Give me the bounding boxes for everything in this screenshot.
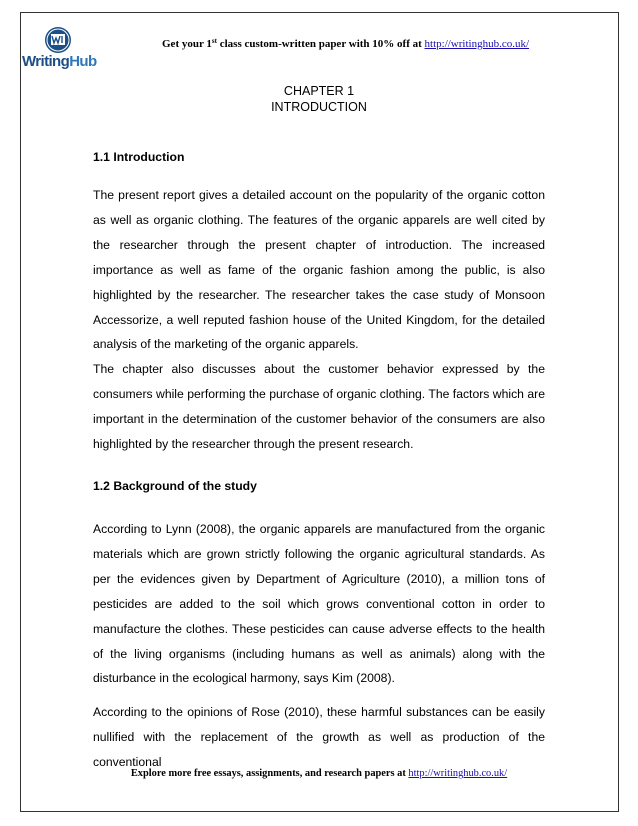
header-promo: Get your 1st class custom-written paper with 10% off at http://writinghub.co.uk/	[162, 37, 530, 50]
paragraph: According to Lynn (2008), the organic apparels are manufactured from the organic materials which are grown strictly following the organic agricultural standards. As per the evidences given by Department of Agriculture (2010), a million tons of pesticides are added to the soil which grows conventional cotton in order to manufacture the clothes. These pesticides can cause adverse effects to the health of the living organisms (including humans as well as animals) along with the disturbance in the ecological harmony, says Kim (2008).	[93, 521, 545, 686]
writinghub-emblem-icon	[44, 26, 72, 54]
section-heading: 1.1 Introduction	[93, 150, 185, 164]
paragraph: According to the opinions of Rose (2010), these harmful substances can be easily nullified with the replacement of the growth as well as production of the conventional	[93, 705, 545, 770]
document-body	[93, 147, 545, 775]
chapter-title: INTRODUCTION	[271, 100, 367, 114]
logo-wordmark: WritingHub	[22, 53, 97, 70]
paragraph: The chapter also discusses about the customer behavior expressed by the consumers while performing the purchase of organic clothing. The factors which are important in the determination of the customer behavior of the consumers are also highlighted by the researcher through the present research.	[93, 362, 545, 452]
paragraph: The present report gives a detailed account on the popularity of the organic cotton as well as organic clothing. The features of the organic apparels are well cited by the researcher through the present chapter of introduction. The increased importance as well as fame of the organic fashion among the public, is also highlighted by the researcher. The researcher takes the case study of Monsoon Accessorize, a well reputed fashion house of the United Kingdom, for the detailed analysis of the marketing of the organic apparels.	[93, 188, 545, 352]
section-heading: 1.2 Background of the study	[93, 478, 257, 493]
footer-link[interactable]: http://writinghub.co.uk/	[408, 768, 508, 779]
writinghub-logo[interactable]	[22, 24, 100, 72]
header-promo-link[interactable]: http://writinghub.co.uk/	[424, 38, 530, 50]
chapter-label: CHAPTER 1	[283, 84, 355, 98]
footer-note: Explore more free essays, assignments, and research papers at http://writinghub.co.uk/	[130, 768, 508, 779]
